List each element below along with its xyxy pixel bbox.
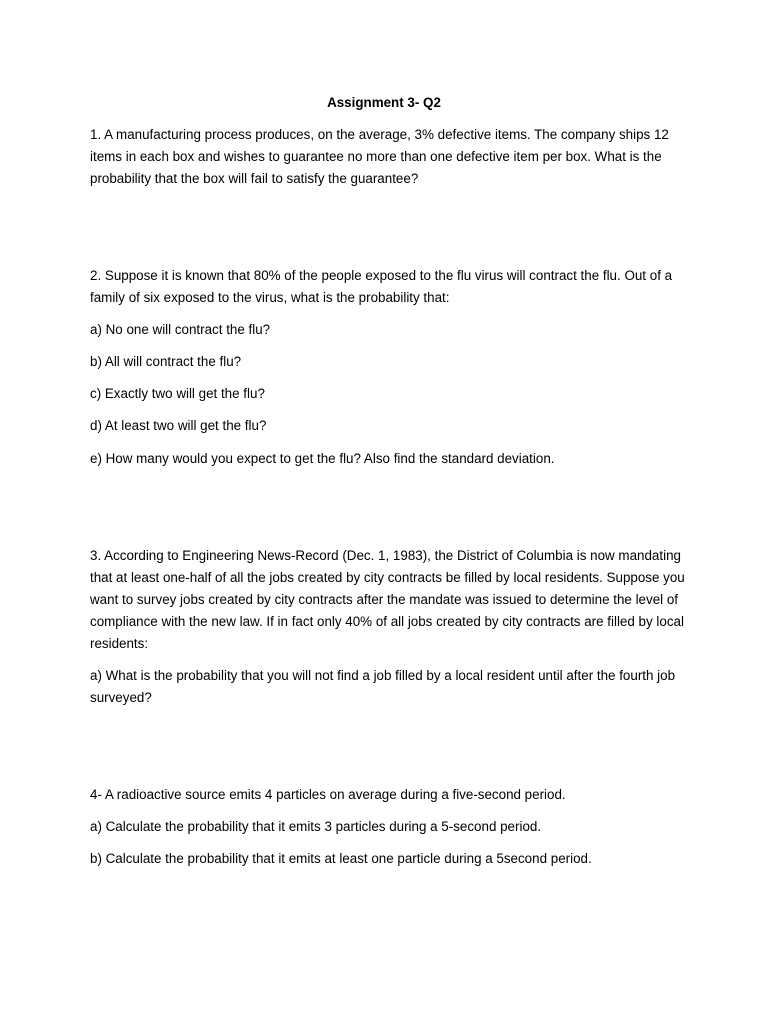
question-2-part-e: e) How many would you expect to get the flu? Also find the standard deviation. xyxy=(90,451,555,466)
question-3-part-a: a) What is the probability that you will not find a job filled by a local resident until after the fourth job surveyed? xyxy=(90,668,676,705)
question-4-part-a: a) Calculate the probability that it emits 3 particles during a 5-second period. xyxy=(90,819,542,834)
question-3 xyxy=(90,545,685,655)
question-3-text: 3. According to Engineering News-Record (Dec. 1, 1983), the District of Columbia is now mandating that at least one-half of all the jobs created by city contracts be filled by local residents. Suppose you want to survey jobs created by city contracts after the mandate was issued to determine the level of compliance with the new law. If in fact only 40% of all jobs created by city contracts are filled by local residents: xyxy=(90,548,685,651)
page-title: Assignment 3- Q2 xyxy=(327,95,441,110)
question-2-part-b: b) All will contract the flu? xyxy=(90,354,242,369)
question-4-part-b: b) Calculate the probability that it emits at least one particle during a 5second period. xyxy=(90,851,592,866)
question-1-text: 1. A manufacturing process produces, on the average, 3% defective items. The company ships 12 items in each box and wishes to guarantee no more than one defective item per box. What is the probability that the box will fail to satisfy the guarantee? xyxy=(90,127,669,186)
question-2-text: 2. Suppose it is known that 80% of the people exposed to the flu virus will contract the flu. Out of a family of six exposed to the virus, what is the probability that: xyxy=(90,268,673,305)
question-1 xyxy=(90,124,685,190)
question-2-part-d: d) At least two will get the flu? xyxy=(90,418,267,433)
question-2-part-a: a) No one will contract the flu? xyxy=(90,322,271,337)
question-4-text: 4- A radioactive source emits 4 particles on average during a five-second period. xyxy=(90,787,566,802)
question-4 xyxy=(90,784,685,806)
question-2-part-c: c) Exactly two will get the flu? xyxy=(90,386,265,401)
question-2 xyxy=(90,265,685,309)
